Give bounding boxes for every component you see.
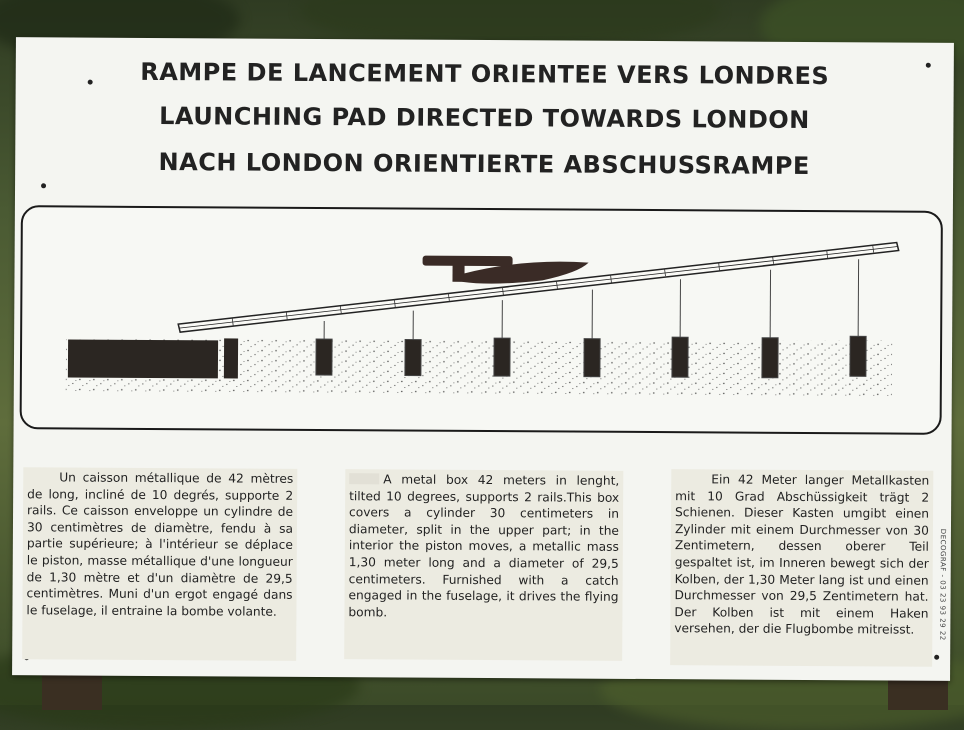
description-english-body — [348, 471, 619, 622]
launch-ramp-diagram — [20, 205, 943, 435]
ramp-base-post — [224, 338, 238, 378]
launch-ramp-illustration — [22, 207, 941, 433]
description-french-text: Un caisson métallique de 42 mètres de long, incliné de 10 degrés, supporte 2 rails. Ce caisson enveloppe un cylindre de 30 centimètres de diamètre, fendu à sa partie supérieure; à l'intérieur se déplace le piston, masse métallique d'une longueur de 1,30 mètre et d'un diamètre de 29,5 centimètres. Muni d'un ergot engagé dans le fuselage, il entraine la bombe volante. — [26, 469, 293, 620]
sign-post-left — [42, 670, 102, 710]
ramp-base-block — [68, 339, 218, 378]
description-english — [344, 469, 623, 661]
screw — [934, 655, 939, 660]
title-german: NACH LONDON ORIENTIERTE ABSCHUSSRAMPE — [15, 147, 953, 181]
information-sign — [12, 37, 954, 681]
flag-icon — [349, 473, 379, 484]
title-english: LAUNCHING PAD DIRECTED TOWARDS LONDON — [15, 101, 953, 135]
description-french — [22, 467, 297, 661]
description-english-text: A metal box 42 meters in lenght, tilted 10 degrees, supports 2 rails.This box covers a cylinder 30 centimeters in diameter, split in the upper part; in the interior the piston moves, a metallic mass 1,30 meter long and a diameter of 29,5 centimeters. Furnished with a catch engaged in the fuselage, it drives the flying bomb. — [348, 472, 619, 619]
screw — [41, 183, 46, 188]
description-german — [670, 469, 933, 667]
printer-mark: DECOGRAF - 03 23 93 29 22 — [938, 529, 947, 641]
description-german-text: Ein 42 Meter langer Metallkasten mit 10 Grad Abschüssigkeit trägt 2 Schienen. Dieser Kasten umgibt einen Zylinder mit einem Durchmesser von 30 Zentimetern, dessen oberer Teil gespaltet ist, im Inneren bewegt sich der Kolben, der 1,30 Meter lang ist und einen Durchmesser von 29,5 Zentimetern hat. Der Kolben ist mit einem Haken versehen, der die Flugbombe mitreisst. — [674, 471, 929, 638]
launch-ramp — [178, 238, 899, 336]
title-french: RAMPE DE LANCEMENT ORIENTEE VERS LONDRES — [16, 57, 954, 91]
